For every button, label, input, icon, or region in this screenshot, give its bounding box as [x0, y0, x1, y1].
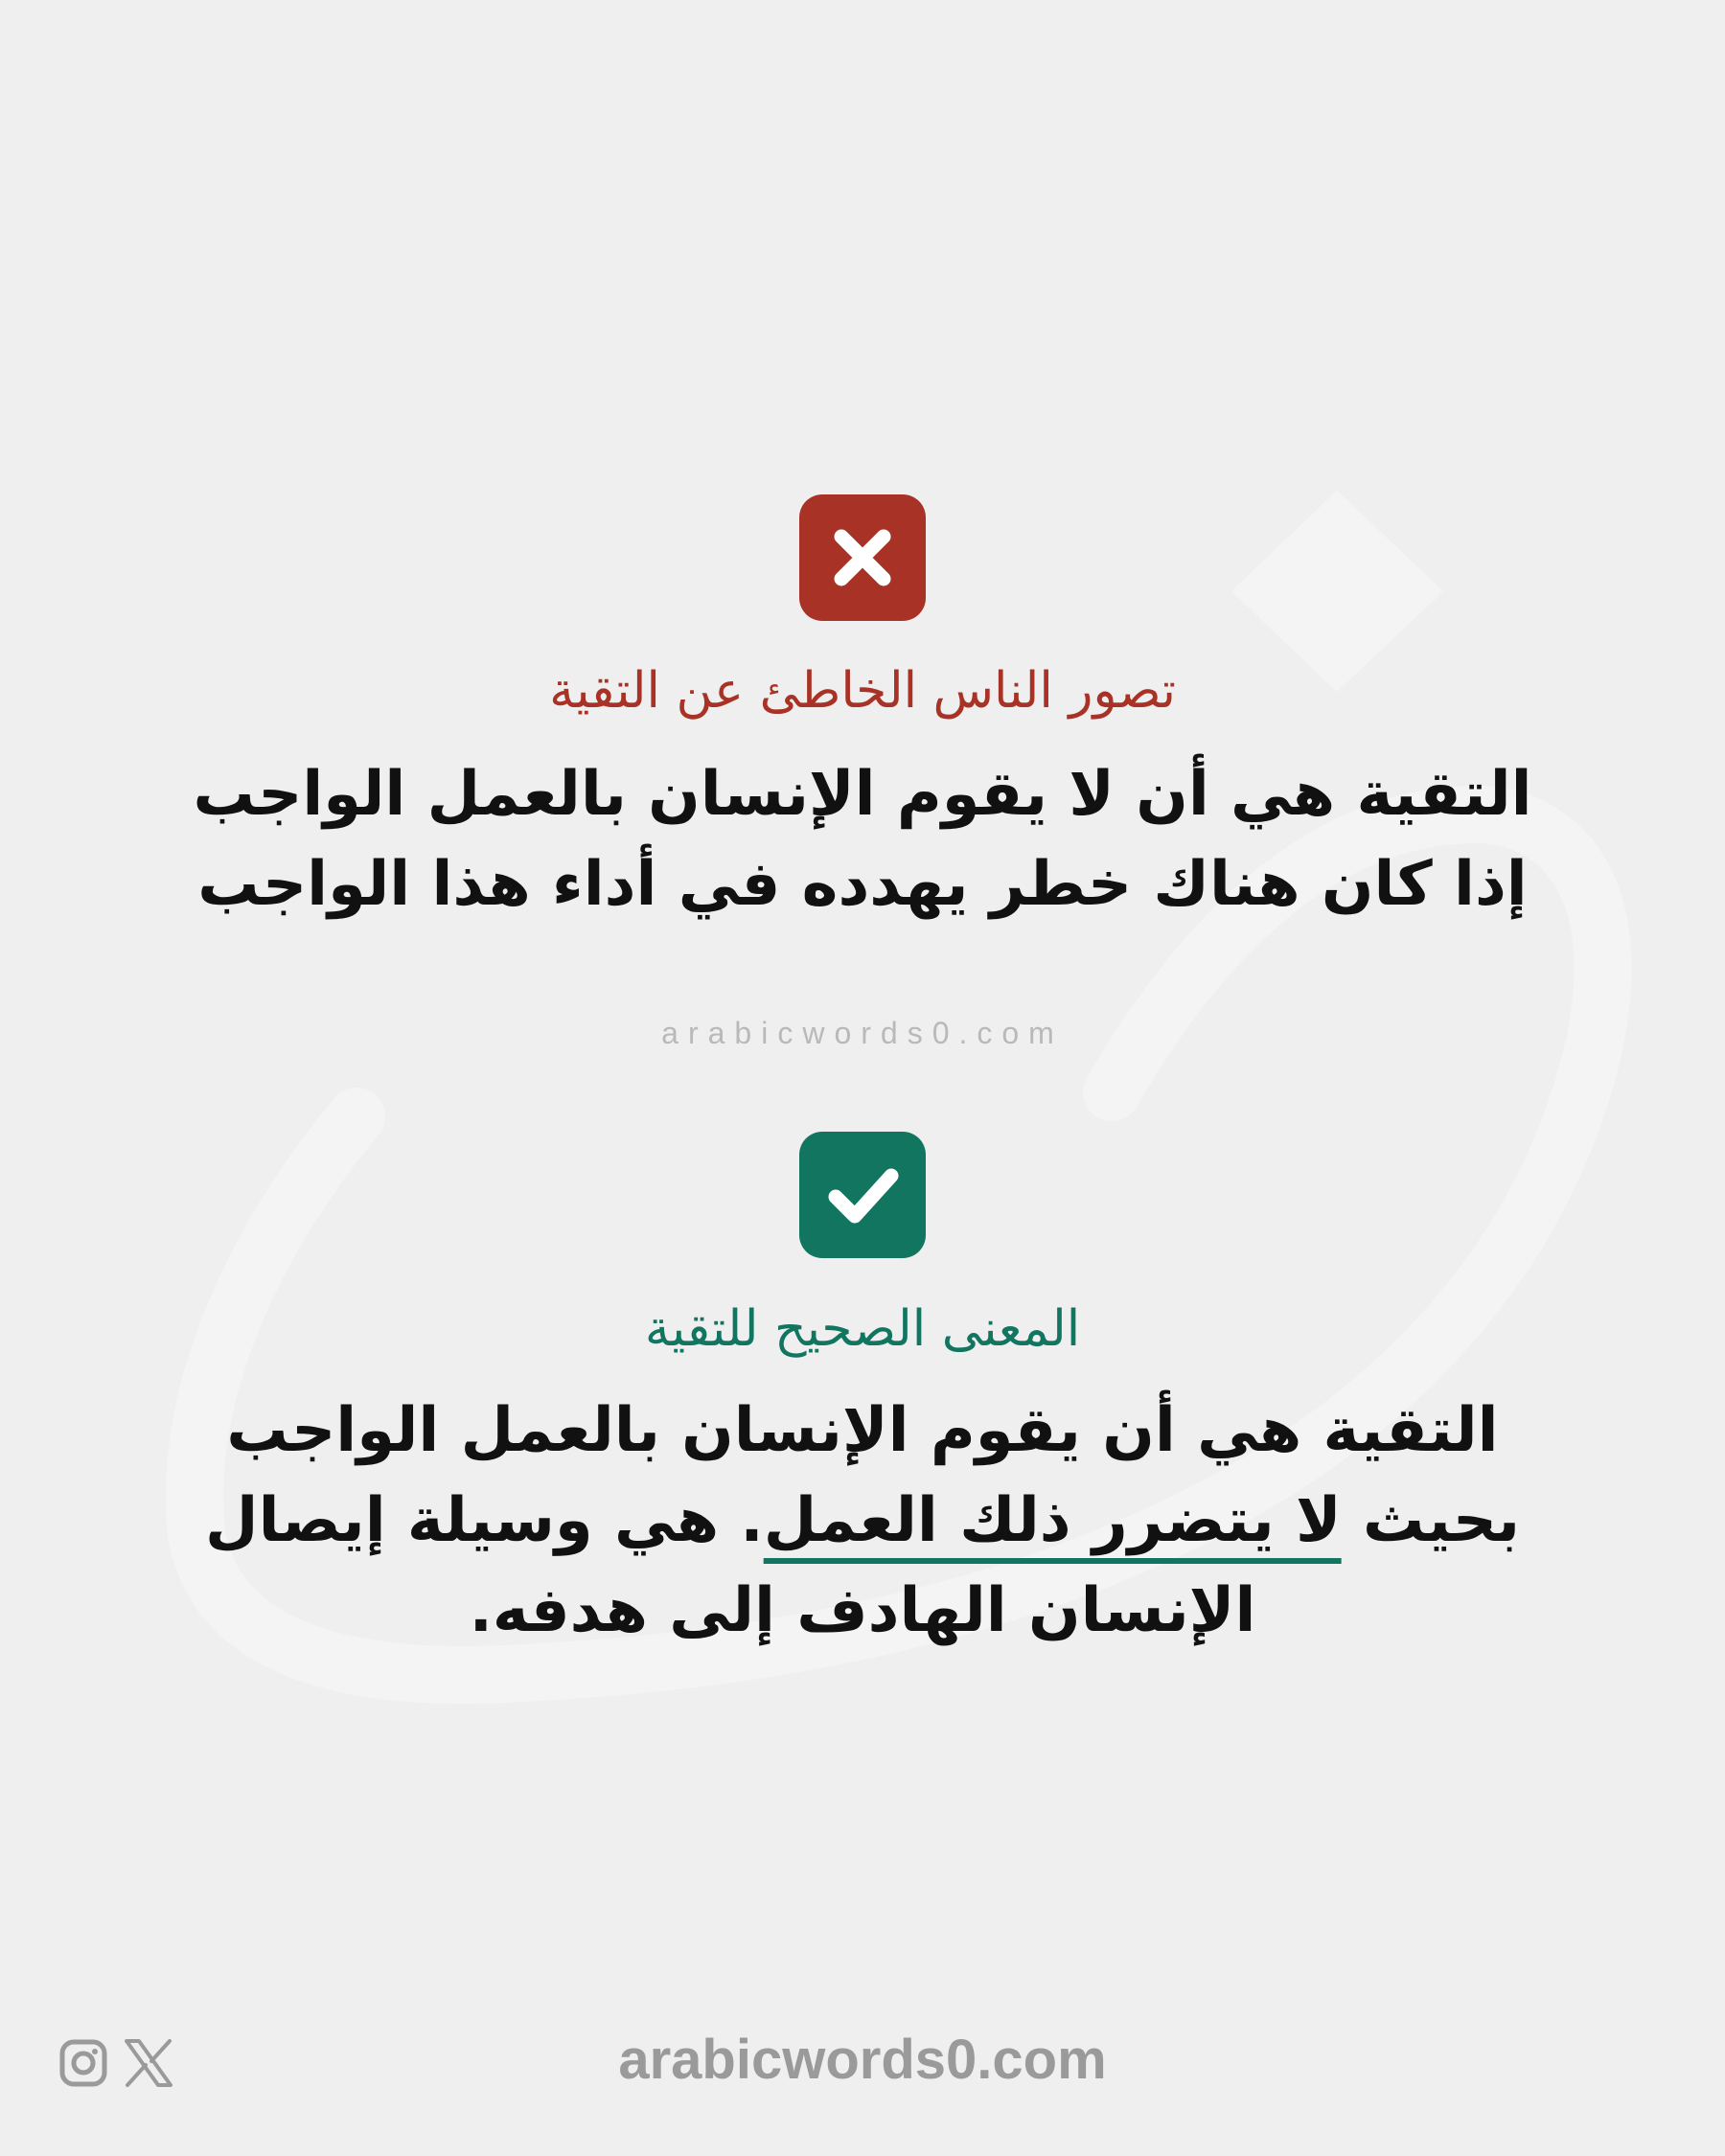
wrong-heading: تصور الناس الخاطئ عن التقية: [549, 662, 1176, 720]
checkmark-icon: [799, 1132, 926, 1258]
correct-description-line: التقية هي أن يقوم الإنسان بالعمل الواجب: [226, 1395, 1499, 1466]
footer: [0, 2022, 1725, 2099]
wrong-description-line: التقية هي أن لا يقوم الإنسان بالعمل الواجب: [193, 759, 1532, 830]
underlined-phrase: لا يتضرر ذلك العمل: [763, 1485, 1342, 1556]
wrong-description: [144, 749, 1581, 929]
correct-description: [144, 1386, 1581, 1656]
correct-description-line: الإنسان الهادف إلى هدفه.: [469, 1575, 1256, 1646]
wrong-description-line: إذا كان هناك خطر يهدده في أداء هذا الواجب: [197, 849, 1528, 920]
site-watermark: arabicwords0.com: [661, 1016, 1064, 1050]
correct-line-after: . هي وسيلة إيصال: [205, 1485, 764, 1556]
correct-line-before: بحيث: [1341, 1485, 1520, 1556]
footer-site-url[interactable]: arabicwords0.com: [618, 2029, 1107, 2091]
x-icon: [799, 494, 926, 621]
wrong-badge: [799, 494, 926, 621]
correct-badge: [799, 1132, 926, 1258]
correct-description-line: [144, 1476, 1581, 1566]
correct-heading: المعنى الصحيح للتقية: [644, 1300, 1081, 1358]
